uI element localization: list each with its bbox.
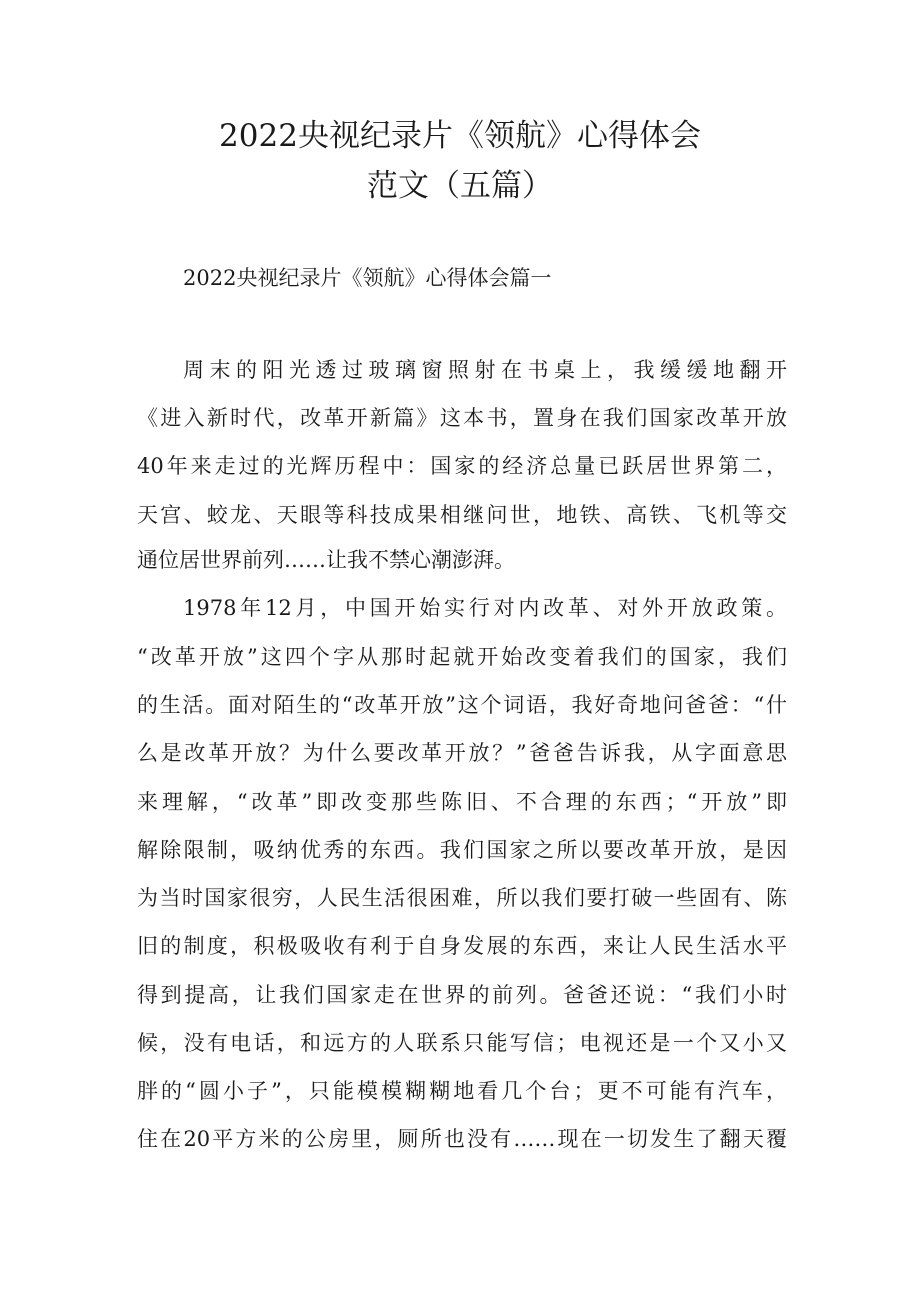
paragraph-2-line-12: 住在20平方米的公房里，厕所也没有……现在一切发生了翻天覆 [137, 1127, 787, 1151]
paragraph-2-line-6: 解除限制，吸纳优秀的东西。我们国家之所以要改革开放，是因 [137, 838, 787, 862]
paragraph-2-line-10: 候，没有电话，和远方的人联系只能写信；电视还是一个又小又 [137, 1031, 787, 1055]
paragraph-1-line-4: 天宫、蛟龙、天眼等科技成果相继问世，地铁、高铁、飞机等交 [137, 503, 787, 527]
paragraph-2-line-1: 1978年12月，中国开始实行对内改革、对外开放政策。 [183, 596, 787, 620]
paragraph-2-line-3: 的生活。面对陌生的“改革开放”这个词语，我好奇地问爸爸：“什 [137, 693, 787, 717]
paragraph-2-line-8: 旧的制度，积极吸收有利于自身发展的东西，来让人民生活水平 [137, 934, 787, 958]
paragraph-2-line-5: 来理解，“改革”即改变那些陈旧、不合理的东西；“开放”即 [137, 790, 787, 814]
paragraph-1-line-5: 通位居世界前列……让我不禁心潮澎湃。 [137, 548, 515, 572]
paragraph-1-line-2: 《进入新时代，改革开新篇》这本书，置身在我们国家改革开放 [137, 406, 787, 430]
section-heading: 2022央视纪录片《领航》心得体会篇一 [183, 266, 552, 290]
paragraph-2-line-2: “改革开放”这四个字从那时起就开始改变着我们的国家，我们 [137, 645, 787, 669]
document-title-line-2: 范文（五篇） [367, 168, 553, 204]
paragraph-2-line-11: 胖的“圆小子”，只能模模糊糊地看几个台；更不可能有汽车， [137, 1079, 787, 1103]
paragraph-1-line-1: 周末的阳光透过玻璃窗照射在书桌上，我缓缓地翻开 [183, 358, 787, 382]
paragraph-2-line-9: 得到提高，让我们国家走在世界的前列。爸爸还说：“我们小时 [137, 983, 787, 1007]
paragraph-2-line-7: 为当时国家很穷，人民生活很困难，所以我们要打破一些固有、陈 [137, 886, 787, 910]
document-title-line-1: 2022央视纪录片《领航》心得体会 [219, 118, 701, 154]
paragraph-2-line-4: 么是改革开放？为什么要改革开放？”爸爸告诉我，从字面意思 [137, 741, 787, 765]
paragraph-1-line-3: 40年来走过的光辉历程中：国家的经济总量已跃居世界第二， [137, 454, 787, 478]
